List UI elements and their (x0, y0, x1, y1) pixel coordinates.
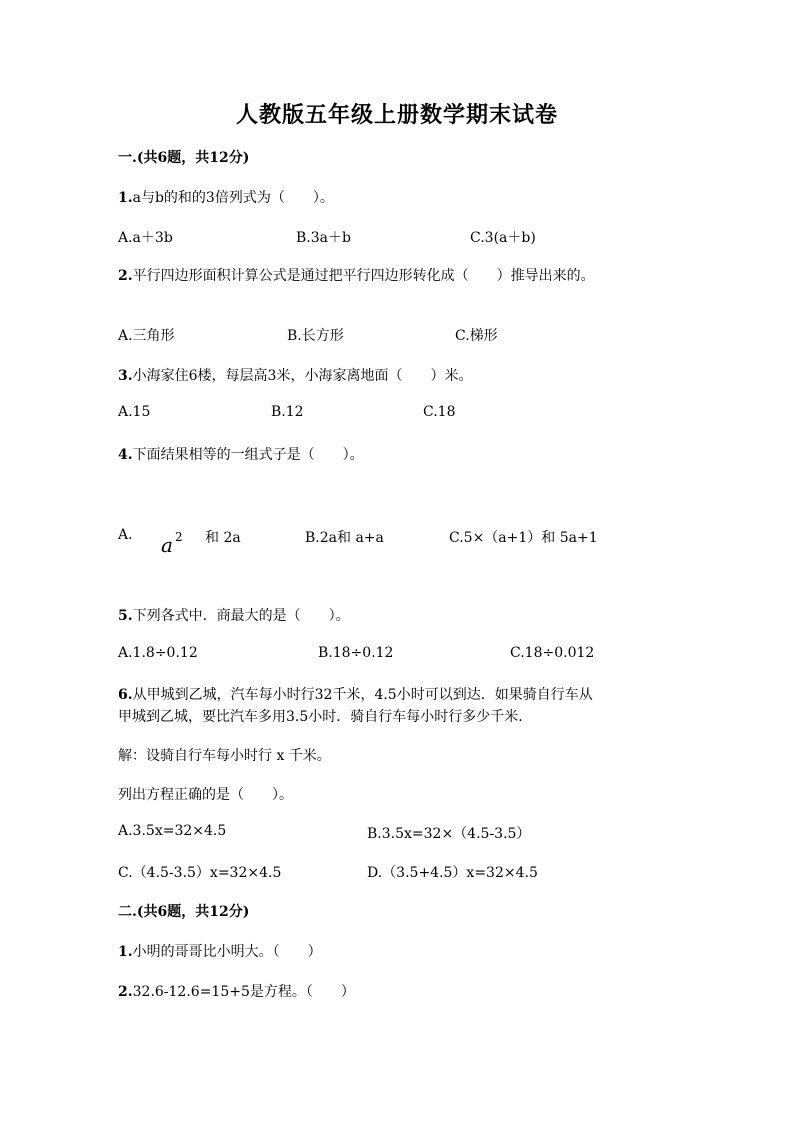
section-header: 一.(共6题，共12分) (118, 150, 250, 166)
question-text-line1: 从甲城到乙城，汽车每小时行32千米，4.5小时可以到达．如果骑自行车从 (132, 687, 593, 703)
question-number: 6. (118, 687, 133, 703)
question (118, 365, 472, 385)
question (118, 265, 595, 285)
option-a: A.三角形 (118, 328, 175, 344)
question (118, 605, 350, 625)
option-b: B.3a＋b (296, 230, 351, 246)
question-text: 32.6-12.6=15+5是方程。（ ） (132, 984, 355, 1000)
question-number: 1. (118, 944, 133, 960)
option-c: C.梯形 (455, 328, 498, 344)
question-prompt: 列出方程正确的是（ ）。 (118, 787, 293, 803)
option-b: B.长方形 (287, 328, 344, 344)
option-c: C.18 (423, 404, 456, 420)
option-b: B.2a和 a+a (305, 530, 384, 546)
question-text: 下面结果相等的一组式子是（ ）。 (132, 447, 364, 463)
solution-line: 解：设骑自行车每小时行 x 千米。 (118, 748, 331, 764)
option-c: C.（4.5-3.5）x=32×4.5 (118, 865, 282, 881)
question (118, 187, 334, 207)
question-text: 下列各式中．商最大的是（ ）。 (132, 608, 350, 624)
question-text-line2: 甲城到乙城，要比汽车多用3.5小时．骑自行车每小时行多少千米. (118, 709, 523, 725)
option-a-suffix: 和 2a (205, 530, 241, 546)
formula-exponent: 2 (174, 530, 183, 544)
question-number: 2. (118, 984, 133, 1000)
question (118, 981, 355, 1001)
option-a: A.1.8÷0.12 (118, 645, 198, 661)
option-b: B.12 (271, 404, 304, 420)
option-c: C.5×（a+1）和 5a+1 (449, 530, 598, 546)
question-number: 4. (118, 447, 133, 463)
question-text: a与b的和的3倍列式为（ ）。 (132, 190, 334, 206)
question (118, 444, 364, 464)
question-number: 3. (118, 368, 133, 384)
option-c: C.3(a＋b) (470, 230, 536, 246)
question (118, 941, 322, 961)
option-a-formula (161, 530, 183, 557)
page-title: 人教版五年级上册数学期末试卷 (235, 102, 558, 128)
section-header: 二.(共6题，共12分) (118, 904, 250, 920)
option-b: B.18÷0.12 (318, 645, 394, 661)
question (118, 684, 593, 704)
option-c: C.18÷0.012 (510, 645, 595, 661)
option-a: A.3.5x=32×4.5 (118, 823, 227, 839)
option-a-label: A. (118, 527, 133, 543)
question-text: 小海家住6楼，每层高3米，小海家离地面（ ）米。 (132, 368, 473, 384)
question-number: 1. (118, 190, 133, 206)
option-a: A.15 (118, 404, 151, 420)
formula-base: a (161, 533, 173, 557)
option-a: A.a＋3b (118, 230, 173, 246)
option-d: D.（3.5+4.5）x=32×4.5 (367, 865, 538, 881)
question-number: 2. (118, 268, 133, 284)
question-text: 小明的哥哥比小明大。（ ） (132, 944, 322, 960)
question-text: 平行四边形面积计算公式是通过把平行四边形转化成（ ）推导出来的。 (132, 268, 595, 284)
question-number: 5. (118, 608, 133, 624)
option-b: B.3.5x=32×（4.5-3.5） (367, 826, 531, 842)
